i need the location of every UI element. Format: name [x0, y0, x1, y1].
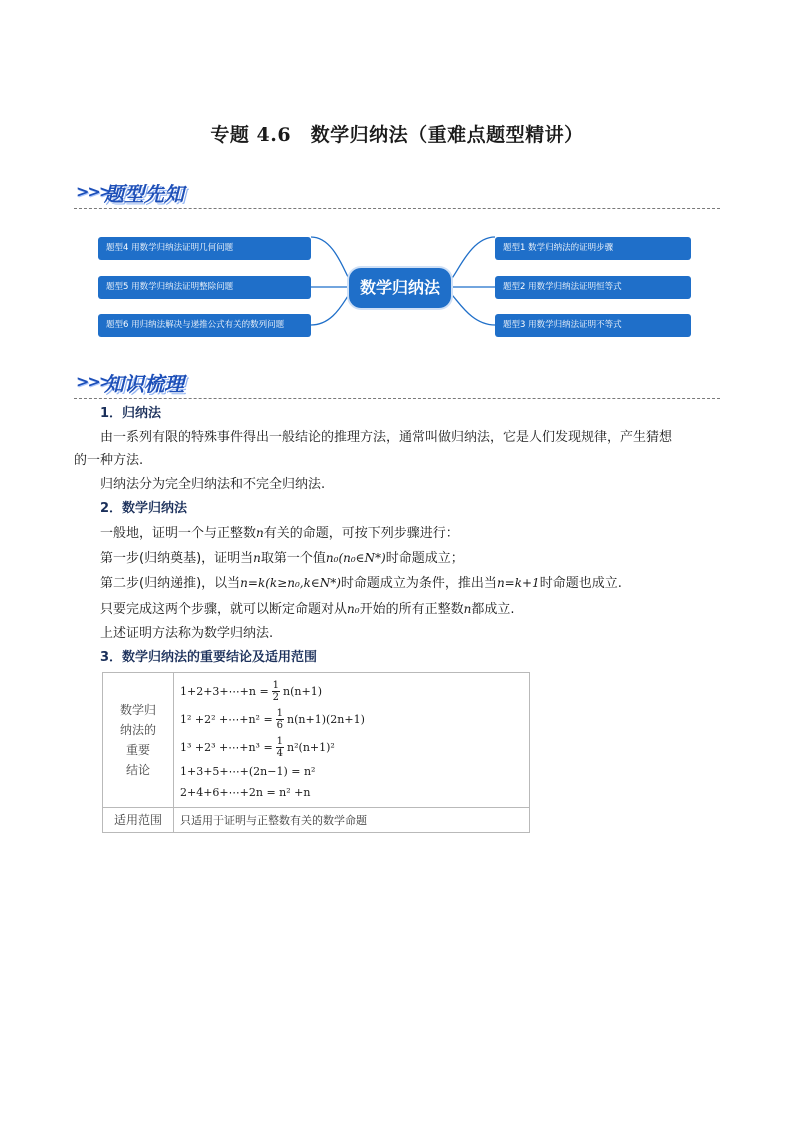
formula-lhs: 1² +2² +⋯+n² = [180, 712, 273, 726]
paragraph-line [100, 548, 464, 569]
text-segment: 取第一个值 [260, 551, 326, 566]
label-line: 数学归 [119, 703, 156, 717]
denominator: 2 [272, 691, 280, 703]
mindmap-item-type4: 题型4 用数学归纳法证明几何问题 [98, 237, 311, 260]
table-label-cell [103, 673, 174, 808]
section-arrows-icon: >>> [76, 372, 111, 391]
formula-row [180, 733, 523, 761]
formula-row [180, 705, 523, 733]
fraction [276, 736, 284, 759]
paragraph-line [100, 573, 622, 594]
denominator: 4 [276, 747, 284, 759]
text-segment: 有关的命题，可按下列步骤进行： [263, 526, 459, 541]
text-segment: 一般地，证明一个与正整数 [100, 526, 257, 541]
math-var: n [463, 602, 472, 616]
paragraph-line: 上述证明方法称为数学归纳法. [100, 626, 274, 641]
text-segment: 第一步(归纳奠基)，证明当 [100, 551, 254, 566]
heading-math-induction: 2．数学归纳法 [100, 501, 188, 516]
label-line: 纳法的 [119, 723, 156, 737]
text-segment: 开始的所有正整数 [359, 602, 464, 617]
paragraph-line: 的一种方法. [74, 453, 144, 468]
mind-map [95, 230, 695, 345]
formula-rhs: n(n+1) [283, 684, 323, 698]
math-expression: n=k+1 [496, 576, 540, 590]
conclusions-table [102, 672, 530, 833]
denominator: 6 [276, 719, 284, 731]
paragraph-line [100, 523, 459, 544]
formula-rhs: n²(n+1)² [287, 740, 335, 754]
table-label-cell: 适用范围 [103, 808, 174, 833]
section-label: 题型先知 [104, 182, 184, 206]
text-segment: 都成立. [471, 602, 515, 617]
table-row [103, 808, 530, 833]
math-expression: n₀(n₀∈N*) [325, 551, 386, 565]
scope-cell: 只适用于证明与正整数有关的数学命题 [174, 808, 530, 833]
heading-induction: 1．归纳法 [100, 406, 162, 421]
text-segment: 时命题也成立. [539, 576, 622, 591]
numerator: 1 [276, 735, 284, 747]
text-segment: 时命题成立； [385, 551, 464, 566]
numerator: 1 [272, 679, 280, 691]
formula-rhs: n(n+1)(2n+1) [287, 712, 365, 726]
math-var: n [253, 551, 261, 565]
paragraph-line: 由一系列有限的特殊事件得出一般结论的推理方法，通常叫做归纳法，它是人们发现规律，产生猜想 [100, 430, 673, 445]
mindmap-center: 数学归纳法 [349, 268, 451, 308]
paragraph-line: 归纳法分为完全归纳法和不完全归纳法. [100, 477, 326, 492]
formulas-cell [174, 673, 530, 808]
page-title: 专题 4.6 数学归纳法（重难点题型精讲） [210, 124, 584, 146]
heading-conclusions: 3．数学归纳法的重要结论及适用范围 [100, 650, 318, 665]
text-segment: 时命题成立为条件，推出当 [340, 576, 497, 591]
mindmap-item-type6: 题型6 用归纳法解决与递推公式有关的数列问题 [98, 314, 311, 337]
section-label: 知识梳理 [104, 372, 184, 396]
section-header-preview [74, 178, 720, 209]
label-line: 重要 [125, 743, 150, 757]
formula-row [180, 677, 523, 705]
math-var: n [256, 526, 264, 540]
mindmap-item-type2: 题型2 用数学归纳法证明恒等式 [495, 276, 691, 299]
math-expression: n₀ [347, 602, 360, 616]
table-row [103, 673, 530, 808]
text-segment: 只要完成这两个步骤，就可以断定命题对从 [100, 602, 348, 617]
fraction [272, 680, 280, 703]
section-header-knowledge [74, 368, 720, 399]
label-line: 结论 [125, 763, 150, 777]
formula-row: 2+4+6+⋯+2n = n² +n [180, 786, 311, 799]
text-segment: 第二步(归纳递推)，以当 [100, 576, 241, 591]
math-expression: n=k(k≥n₀,k∈N*) [240, 576, 341, 590]
formula-lhs: 1+2+3+⋯+n = [180, 684, 269, 698]
formula-lhs: 1³ +2³ +⋯+n³ = [180, 740, 273, 754]
mindmap-item-type5: 题型5 用数学归纳法证明整除问题 [98, 276, 311, 299]
mindmap-item-type1: 题型1 数学归纳法的证明步骤 [495, 237, 691, 260]
fraction [276, 708, 284, 731]
paragraph-line [100, 599, 514, 620]
formula-row: 1+3+5+⋯+(2n−1) = n² [180, 765, 316, 778]
section-arrows-icon: >>> [76, 182, 111, 201]
mindmap-item-type3: 题型3 用数学归纳法证明不等式 [495, 314, 691, 337]
numerator: 1 [276, 707, 284, 719]
